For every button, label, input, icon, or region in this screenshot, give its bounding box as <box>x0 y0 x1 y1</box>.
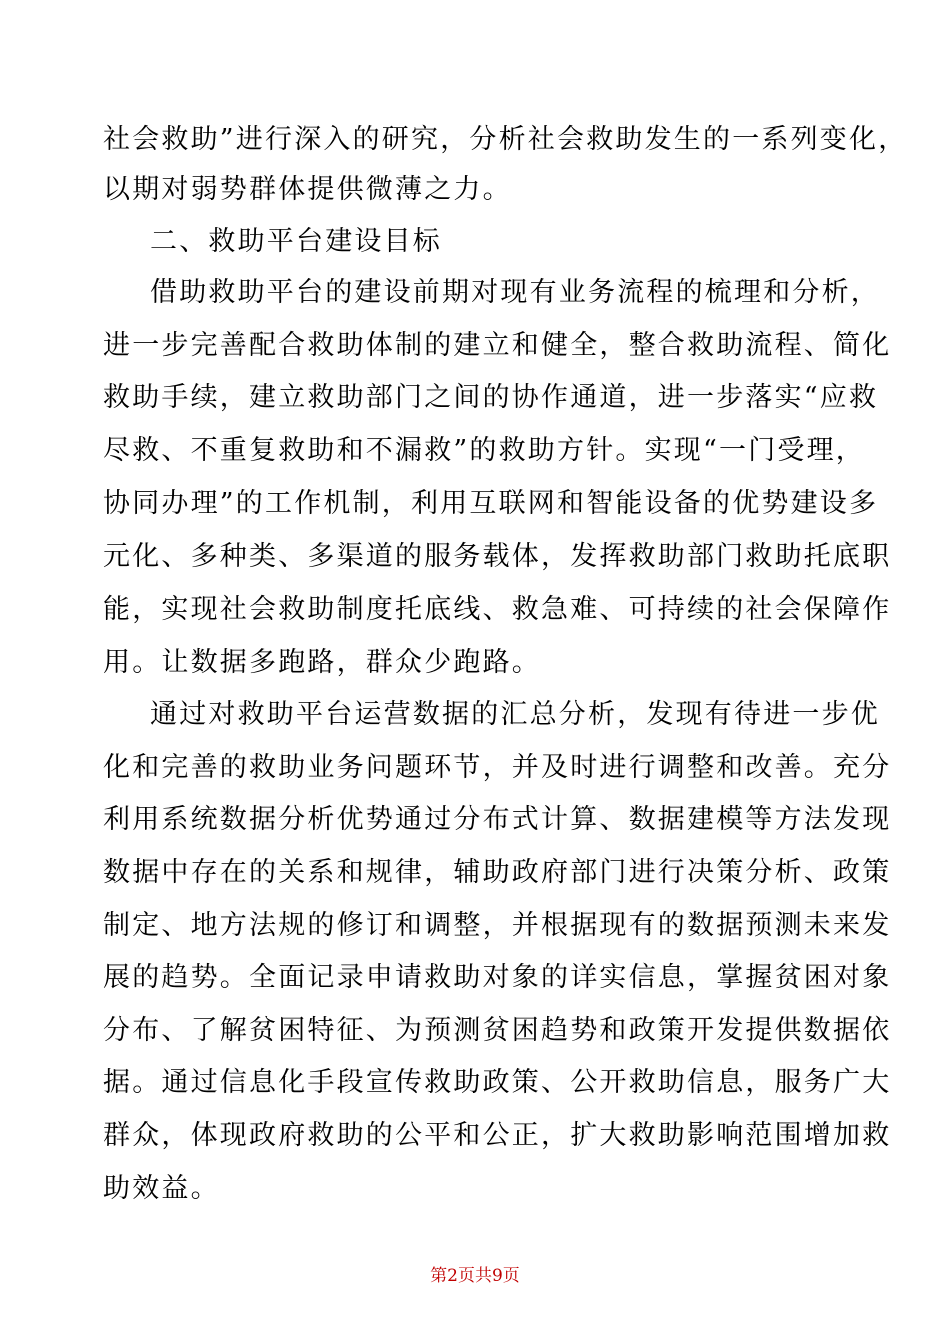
text-line: 社会救助”进行深入的研究，分析社会救助发生的一系列变化， <box>103 124 908 155</box>
text-line: 借助救助平台的建设前期对现有业务流程的梳理和分析， <box>150 277 880 308</box>
text-line: 化和完善的救助业务问题环节，并及时进行调整和改善。充分 <box>103 752 892 783</box>
text-line: 救助手续，建立救助部门之间的协作通道，进一步落实“应救 <box>103 382 879 413</box>
section-heading: 二、救助平台建设目标 <box>150 226 442 257</box>
text-line: 进一步完善配合救助体制的建立和健全，整合救助流程、简化 <box>103 330 892 361</box>
text-line: 以期对弱势群体提供微薄之力。 <box>103 174 512 205</box>
text-line: 尽救、不重复救助和不漏救”的救助方针。实现“一门受理， <box>103 435 866 466</box>
text-line: 群众，体现政府救助的公平和公正，扩大救助影响范围增加救 <box>103 1120 892 1151</box>
text-line: 助效益。 <box>103 1173 220 1204</box>
text-line: 据。通过信息化手段宣传救助政策、公开救助信息，服务广大 <box>103 1067 892 1098</box>
text-line: 通过对救助平台运营数据的汇总分析，发现有待进一步优 <box>150 699 880 730</box>
text-line: 数据中存在的关系和规律，辅助政府部门进行决策分析、政策 <box>103 857 892 888</box>
text-line: 展的趋势。全面记录申请救助对象的详实信息，掌握贫困对象 <box>103 962 892 993</box>
text-line: 元化、多种类、多渠道的服务载体，发挥救助部门救助托底职 <box>103 541 892 572</box>
page-number: 第2页共9页 <box>430 1266 520 1286</box>
text-line: 能，实现社会救助制度托底线、救急难、可持续的社会保障作 <box>103 594 892 625</box>
text-line: 用。让数据多跑路，群众少跑路。 <box>103 647 541 678</box>
text-line: 分布、了解贫困特征、为预测贫困趋势和政策开发提供数据依 <box>103 1015 892 1046</box>
text-line: 利用系统数据分析优势通过分布式计算、数据建模等方法发现 <box>103 804 892 835</box>
text-line: 协同办理”的工作机制，利用互联网和智能设备的优势建设多 <box>103 488 879 519</box>
text-line: 制定、地方法规的修订和调整，并根据现有的数据预测未来发 <box>103 910 892 941</box>
